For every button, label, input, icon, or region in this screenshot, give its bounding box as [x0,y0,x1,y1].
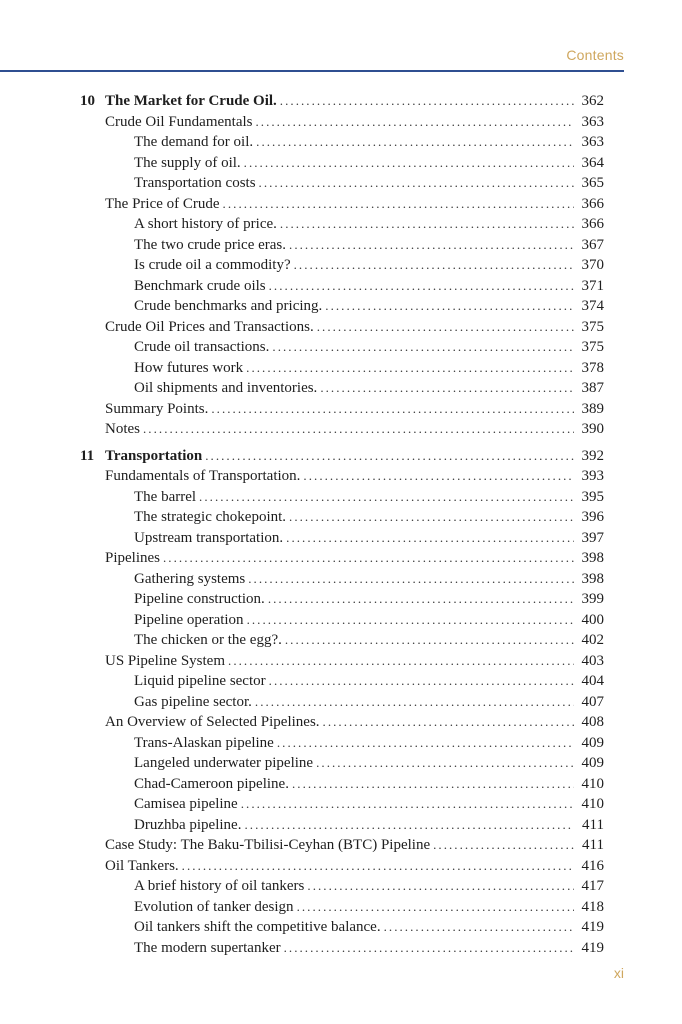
entry-title: Pipeline construction. [134,591,265,607]
page-number: 392 [581,447,604,464]
entry-title: Crude oil transactions. [134,339,270,355]
entry-title: Camisea pipeline [134,796,238,812]
page-number: 416 [581,857,604,874]
dot-leader [269,671,574,692]
dot-leader [205,446,574,467]
toc-subsection-entry[interactable] [80,589,604,610]
page-number: 403 [581,652,604,669]
toc-chapter [80,446,604,959]
running-head: Contents [566,47,624,63]
entry-title: Crude Oil Fundamentals [105,113,253,130]
toc-subsection-entry[interactable] [80,528,604,549]
toc-subsection-entry[interactable] [80,276,604,297]
dot-leader [163,548,574,569]
dot-leader [246,358,574,379]
toc-subsection-entry[interactable] [80,671,604,692]
page-number: 365 [581,175,604,191]
entry-title: Upstream transportation. [134,529,284,546]
page-number: 366 [581,216,604,232]
toc-subsection-entry[interactable] [80,337,604,358]
page-number: 364 [581,154,604,171]
dot-leader [289,507,574,528]
page-number: 409 [581,755,604,771]
page-number: 367 [581,236,604,253]
entry-title: The demand for oil. [134,134,254,150]
toc-section-entry[interactable] [80,399,604,420]
dot-leader [323,712,574,733]
page-number: 398 [581,550,604,566]
toc-subsection-entry[interactable] [80,774,604,795]
page-number: 395 [581,488,604,505]
chapter-title: Transportation [105,447,203,464]
dot-leader [255,692,574,713]
dot-leader [320,378,574,399]
page-number: 402 [581,632,604,648]
toc-section-entry[interactable] [80,856,604,877]
toc-subsection-entry[interactable] [80,235,604,256]
entry-title: Benchmark crude oils [134,277,266,294]
page-number: 410 [581,796,604,812]
entry-title: Notes [105,421,140,437]
dot-leader [244,815,574,836]
toc-subsection-entry[interactable] [80,917,604,938]
page-number: 409 [581,734,604,751]
dot-leader [255,112,574,133]
entry-title: Gas pipeline sector. [134,693,252,710]
toc-subsection-entry[interactable] [80,255,604,276]
entry-title: Crude Oil Prices and Transactions. [105,318,314,335]
entry-title: The strategic chokepoint. [134,509,287,525]
toc-section-entry[interactable] [80,651,604,672]
entry-title: Pipelines [105,550,160,566]
toc-section-entry[interactable] [80,419,604,440]
entry-title: Oil Tankers. [105,857,179,874]
dot-leader [289,235,574,256]
dot-leader [284,938,574,959]
entry-title: Crude benchmarks and pricing. [134,298,323,314]
page-number: 387 [581,380,604,396]
dot-leader [268,589,574,610]
entry-title: Fundamentals of Transportation. [105,468,301,484]
entry-title: US Pipeline System [105,652,226,669]
page-number: 397 [581,529,604,546]
entry-title: How futures work [134,359,244,376]
entry-title: Case Study: The Baku-Tbilisi-Ceyhan (BTC) Pipeline [105,837,431,853]
entry-title: Langeled underwater pipeline [134,755,314,771]
dot-leader [325,296,574,317]
toc-subsection-entry[interactable] [80,753,604,774]
dot-leader [317,317,574,338]
dot-leader [143,419,574,440]
dot-leader [316,753,574,774]
page-number: 404 [581,673,604,689]
dot-leader [303,466,574,487]
toc-section-entry[interactable] [80,835,604,856]
chapter-number: 11 [80,447,95,464]
entry-title: The Price of Crude [105,195,220,212]
dot-leader [241,794,574,815]
toc-subsection-entry[interactable] [80,173,604,194]
dot-leader [292,774,574,795]
toc-subsection-entry[interactable] [80,897,604,918]
dot-leader [280,91,574,112]
dot-leader [199,487,574,508]
dot-leader [433,835,574,856]
dot-leader [286,528,574,549]
toc-subsection-entry[interactable] [80,938,604,959]
dot-leader [277,733,574,754]
page-number: 418 [581,898,604,915]
toc-subsection-entry[interactable] [80,733,604,754]
page-number: 393 [581,468,604,484]
toc-subsection-entry[interactable] [80,876,604,897]
toc-subsection-entry[interactable] [80,507,604,528]
entry-title: Oil shipments and inventories. [134,380,318,396]
entry-title: Summary Points. [105,400,209,417]
page-number: 410 [581,775,604,792]
entry-title: An Overview of Selected Pipelines. [105,714,320,730]
chapter-title: The Market for Crude Oil. [105,93,277,109]
toc-section-entry[interactable] [80,194,604,215]
dot-leader [294,255,574,276]
dot-leader [223,194,574,215]
page-number: 378 [581,359,604,376]
entry-title: The modern supertanker [134,939,281,956]
page-number: 399 [581,591,604,607]
table-of-contents [80,91,604,958]
chapter-number: 10 [80,93,95,109]
toc-section-entry[interactable] [80,712,604,733]
entry-title: A short history of price. [134,216,277,232]
entry-title: The supply of oil. [134,154,241,171]
toc-subsection-entry[interactable] [80,815,604,836]
page-number: 370 [581,257,604,273]
toc-subsection-entry[interactable] [80,153,604,174]
toc-subsection-entry[interactable] [80,132,604,153]
page-number: 407 [581,693,604,710]
toc-subsection-entry[interactable] [80,214,604,235]
toc-chapter-heading[interactable] [80,91,604,112]
entry-title: A brief history of oil tankers [134,878,305,894]
entry-title: Is crude oil a commodity? [134,257,291,273]
entry-title: Evolution of tanker design [134,898,294,915]
dot-leader [248,569,574,590]
page-number: 375 [581,339,604,355]
toc-chapter [80,91,604,440]
entry-title: Oil tankers shift the competitive balance. [134,919,381,935]
dot-leader [307,876,574,897]
dot-leader [244,153,574,174]
page-number: 408 [581,714,604,730]
dot-leader [211,399,574,420]
toc-subsection-entry[interactable] [80,487,604,508]
dot-leader [259,173,574,194]
dot-leader [269,276,574,297]
page-number: 363 [581,113,604,130]
entry-title: Gathering systems [134,570,246,587]
toc-subsection-entry[interactable] [80,610,604,631]
entry-title: Trans-Alaskan pipeline [134,734,274,751]
entry-title: The barrel [134,488,197,505]
header-rule [0,70,624,72]
page-number: 411 [582,837,604,853]
page-number: 374 [581,298,604,314]
dot-leader [256,132,574,153]
page-number: 389 [581,400,604,417]
toc-subsection-entry[interactable] [80,794,604,815]
page-number: 411 [582,816,604,833]
page-number: 366 [581,195,604,212]
entry-title: The two crude price eras. [134,236,287,253]
page-number: 398 [581,570,604,587]
page-number: 375 [581,318,604,335]
page-header [0,0,624,72]
dot-leader [384,917,574,938]
entry-title: Transportation costs [134,175,256,191]
toc-subsection-entry[interactable] [80,630,604,651]
entry-title: Druzhba pipeline. [134,816,242,833]
dot-leader [272,337,574,358]
page-number: 400 [581,611,604,628]
page-number: 390 [581,421,604,437]
entry-title: Pipeline operation [134,611,244,628]
toc-subsection-entry[interactable] [80,692,604,713]
page-number: 417 [581,878,604,894]
page-number: 362 [581,93,604,109]
dot-leader [280,214,574,235]
toc-section-entry[interactable] [80,317,604,338]
page-number: 396 [581,509,604,525]
page-number: 363 [581,134,604,150]
dot-leader [247,610,574,631]
dot-leader [285,630,574,651]
toc-section-entry[interactable] [80,548,604,569]
page-folio: xi [613,965,624,981]
toc-subsection-entry[interactable] [80,569,604,590]
toc-subsection-entry[interactable] [80,358,604,379]
dot-leader [228,651,574,672]
toc-section-entry[interactable] [80,466,604,487]
page-number: 419 [581,939,604,956]
entry-title: Liquid pipeline sector [134,673,266,689]
page-number: 371 [581,277,604,294]
toc-subsection-entry[interactable] [80,378,604,399]
dot-leader [182,856,574,877]
toc-section-entry[interactable] [80,112,604,133]
toc-chapter-heading[interactable] [80,446,604,467]
page-number: 419 [581,919,604,935]
toc-subsection-entry[interactable] [80,296,604,317]
entry-title: The chicken or the egg?. [134,632,282,648]
entry-title: Chad-Cameroon pipeline. [134,775,289,792]
dot-leader [297,897,574,918]
